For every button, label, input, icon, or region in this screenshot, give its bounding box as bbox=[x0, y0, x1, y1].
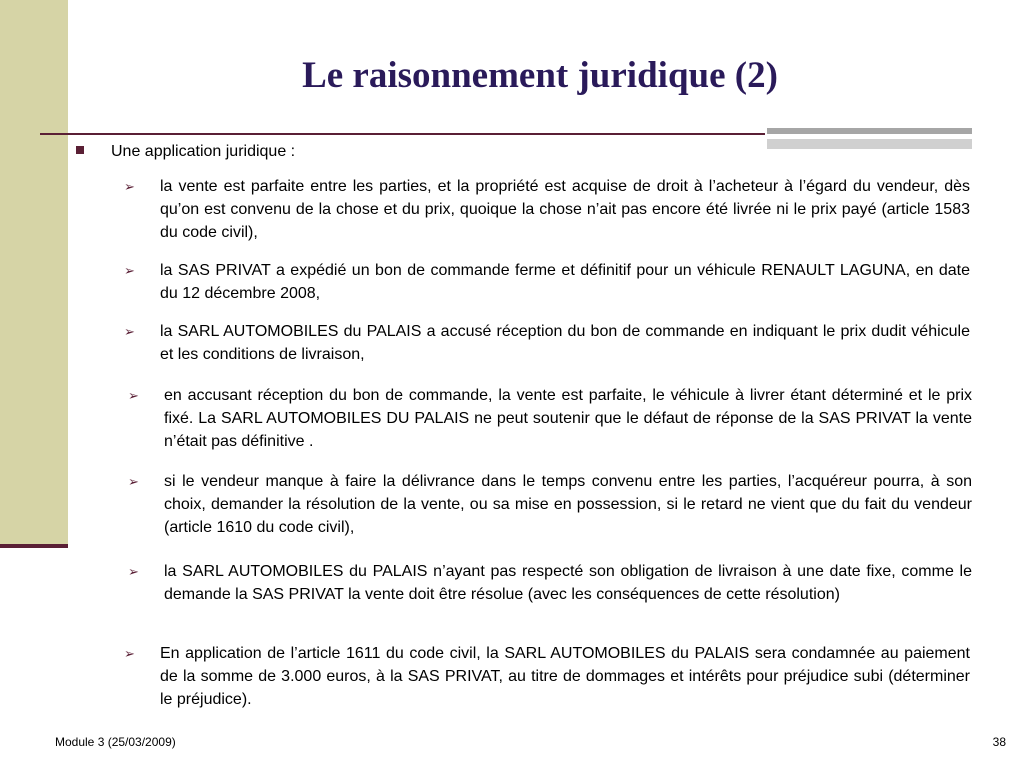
list-item-text: la SARL AUTOMOBILES du PALAIS a accusé réception du bon de commande en indiquant le prix dudit véhicule et les conditions de livraison, bbox=[160, 323, 970, 363]
slide-title: Le raisonnement juridique (2) bbox=[302, 55, 778, 96]
list-item bbox=[124, 320, 970, 366]
list-item bbox=[128, 384, 972, 453]
list-item bbox=[128, 470, 972, 539]
heading-text: Une application juridique : bbox=[111, 143, 296, 160]
arrow-bullet-icon: ➢ bbox=[128, 564, 139, 579]
arrow-bullet-icon: ➢ bbox=[128, 388, 139, 403]
list-item bbox=[128, 560, 972, 606]
arrow-bullet-icon: ➢ bbox=[128, 474, 139, 489]
arrow-bullet-icon: ➢ bbox=[124, 646, 135, 661]
arrow-bullet-icon: ➢ bbox=[124, 263, 135, 278]
title-rule bbox=[40, 133, 765, 135]
list-item bbox=[124, 259, 970, 305]
left-decorative-bar bbox=[0, 0, 68, 547]
list-item-text: En application de l’article 1611 du code civil, la SARL AUTOMOBILES du PALAIS sera condamnée au paiement de la somme de 3.000 euros, à la SAS PRIVAT, au titre de dommages et intérêts pour préjudice subi (déterminer le préjudice). bbox=[160, 645, 970, 708]
heading-bullet-item bbox=[76, 143, 295, 161]
square-bullet-icon bbox=[76, 146, 84, 154]
list-item-text: si le vendeur manque à faire la délivrance dans le temps convenu entre les parties, l’acquéreur pourra, à son choix, demander la résolution de la vente, ou sa mise en possession, si le retard ne vient que du fait du vendeur (article 1610 du code civil), bbox=[164, 473, 972, 536]
arrow-bullet-icon: ➢ bbox=[124, 324, 135, 339]
rule-decorative-block-light bbox=[767, 139, 972, 149]
list-item bbox=[124, 175, 970, 244]
rule-decorative-block bbox=[767, 128, 972, 134]
footer-module-date: Module 3 (25/03/2009) bbox=[55, 735, 176, 749]
list-item-text: la SAS PRIVAT a expédié un bon de commande ferme et définitif pour un véhicule RENAULT LAGUNA, en date du 12 décembre 2008, bbox=[160, 262, 970, 302]
list-item-text: la vente est parfaite entre les parties, et la propriété est acquise de droit à l’acheteur à l’égard du vendeur, dès qu’on est convenu de la chose et du prix, quoique la chose n’ait pas encore été livrée ni le prix payé (article 1583 du code civil), bbox=[160, 178, 970, 241]
list-item bbox=[124, 642, 970, 711]
list-item-text: la SARL AUTOMOBILES du PALAIS n’ayant pas respecté son obligation de livraison à une date fixe, comme le demande la SAS PRIVAT la vente doit être résolue (avec les conséquences de cette résolution) bbox=[164, 563, 972, 603]
list-item-text: en accusant réception du bon de commande, la vente est parfaite, le véhicule à livrer étant déterminé et le prix fixé. La SARL AUTOMOBILES DU PALAIS ne peut soutenir que le défaut de réponse de la SAS PRIVAT la vente n’était pas définitive . bbox=[164, 387, 972, 450]
left-bar-accent-line bbox=[0, 544, 68, 548]
footer-page-number: 38 bbox=[992, 735, 1006, 749]
arrow-bullet-icon: ➢ bbox=[124, 179, 135, 194]
